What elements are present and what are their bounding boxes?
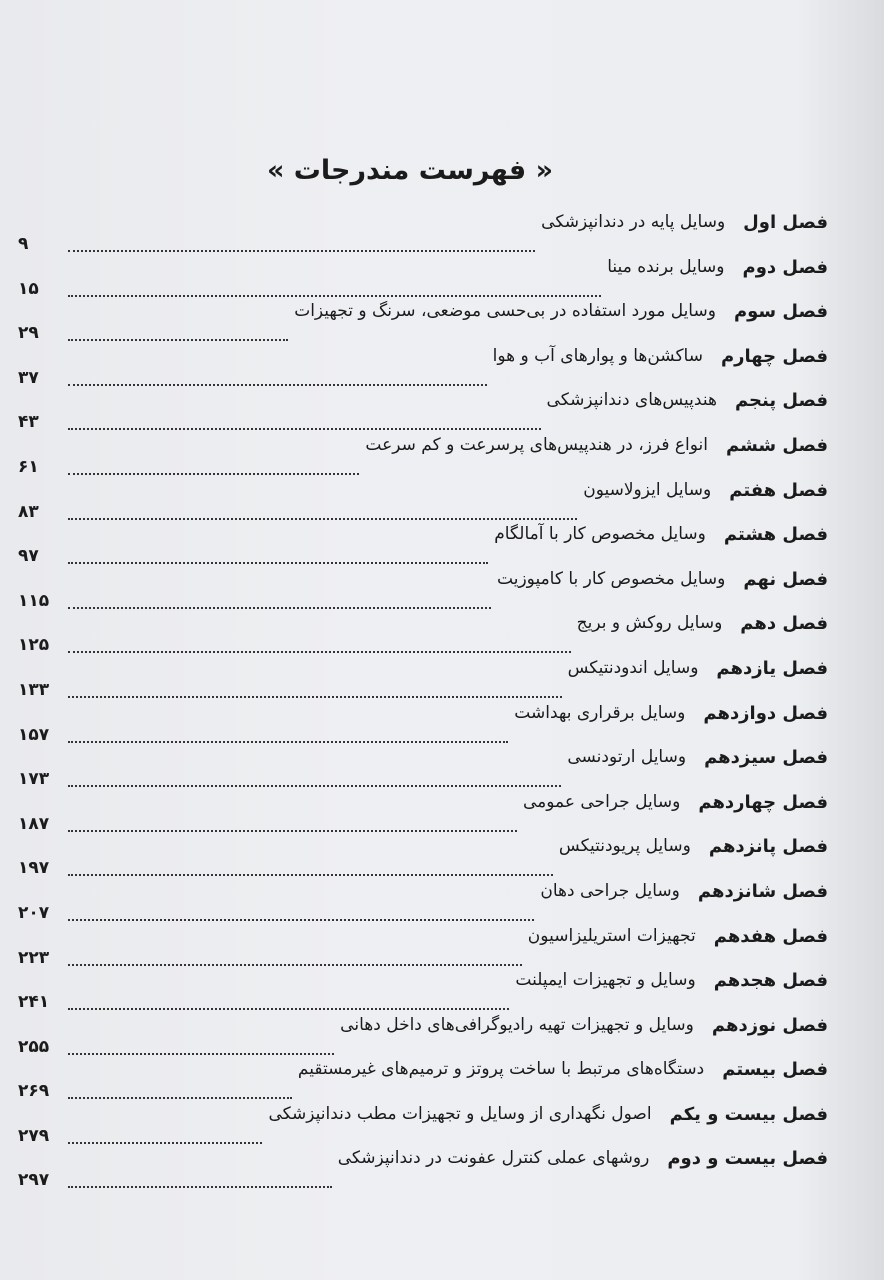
chapter-topic: وسایل جراحی دهان	[540, 880, 680, 901]
dot-leader	[68, 295, 601, 297]
dot-leader	[68, 518, 577, 520]
chapter-label: فصل دوم	[742, 256, 828, 278]
chapter-topic: وسایل ارتودنسی	[567, 747, 687, 768]
chapter-topic: وسایل پایه در دندانپزشکی	[541, 212, 726, 232]
chapter-topic: وسایل جراحی عمومی	[522, 791, 681, 812]
toc-row	[18, 212, 828, 257]
dot-leader	[68, 785, 561, 787]
toc-row	[18, 301, 828, 346]
chapter-label: فصل نوزدهم	[711, 1014, 828, 1036]
dot-leader	[68, 874, 553, 876]
chapter-label: فصل بیست و یکم	[669, 1103, 828, 1125]
toc-row	[18, 524, 828, 569]
chapter-topic: وسایل روکش و بریج	[576, 613, 723, 634]
chapter-label: فصل سوم	[733, 301, 828, 323]
toc-row	[18, 792, 828, 837]
chapter-topic: وسایل اندودنتیکس	[567, 657, 699, 678]
chapter-label: فصل هشتم	[723, 524, 828, 546]
page-number: ۹۷	[18, 546, 39, 567]
page-number: ۱۱۵	[18, 590, 50, 611]
dot-leader	[68, 250, 535, 252]
dot-leader	[68, 696, 562, 698]
dot-leader	[68, 428, 541, 430]
page-number: ۲۲۳	[18, 947, 50, 968]
page-number: ۲۷۹	[18, 1125, 50, 1146]
page-number: ۱۸۷	[18, 813, 50, 834]
chapter-label: فصل سیزدهم	[704, 747, 828, 769]
dot-leader	[68, 1008, 509, 1010]
chapter-label: فصل نهم	[743, 568, 828, 590]
dot-leader	[68, 473, 359, 475]
chapter-label: فصل دوازدهم	[703, 702, 828, 724]
page-number: ۲۹	[18, 323, 39, 344]
chapter-label: فصل هفتم	[729, 479, 828, 501]
toc-row	[18, 1148, 828, 1193]
chapter-topic: تجهیزات استریلیزاسیون	[527, 925, 696, 946]
chapter-label: فصل پنجم	[734, 390, 828, 412]
chapter-topic: وسایل برقراری بهداشت	[514, 702, 686, 723]
dot-leader	[68, 741, 508, 743]
toc-row	[18, 1059, 828, 1104]
chapter-topic: دستگاه‌های مرتبط با ساخت پروتز و ترمیم‌های غیرمستقیم	[297, 1059, 705, 1080]
page-number: ۹	[18, 234, 29, 254]
page-number: ۶۱	[18, 456, 39, 477]
dot-leader	[68, 830, 517, 832]
chapter-topic: وسایل برنده مینا	[607, 256, 725, 277]
dot-leader	[68, 562, 488, 564]
chapter-topic: اصول نگهداری از وسایل و تجهیزات مطب دندانپزشکی	[268, 1103, 652, 1124]
chapter-label: فصل چهارم	[720, 345, 828, 367]
chapter-label: فصل هجدهم	[713, 970, 828, 992]
dot-leader	[68, 1142, 262, 1144]
chapter-topic: وسایل و تجهیزات ایمپلنت	[515, 970, 696, 991]
chapter-topic: وسایل ایزولاسیون	[583, 479, 712, 500]
page-number: ۱۵	[18, 278, 39, 299]
page-number: ۴۳	[18, 412, 39, 433]
toc-row	[18, 881, 828, 926]
dot-leader	[68, 1186, 332, 1188]
chapter-topic: وسایل مورد استفاده در بی‌حسی موضعی، سرنگ و تجهیزات	[294, 301, 716, 322]
toc-row	[18, 836, 828, 881]
page-number: ۸۳	[18, 501, 39, 522]
toc-row	[18, 926, 828, 971]
chapter-label: فصل چهاردهم	[698, 791, 828, 813]
page-title: « فهرست مندرجات »	[266, 155, 554, 186]
toc-row	[18, 1015, 828, 1060]
chapter-label: فصل دهم	[740, 613, 828, 635]
dot-leader	[68, 384, 487, 386]
chapter-topic: هندپیس‌های دندانپزشکی	[546, 390, 717, 411]
toc-row	[18, 346, 828, 391]
chapter-label: فصل شانزدهم	[697, 880, 828, 902]
dot-leader	[68, 1053, 334, 1055]
toc-row	[18, 435, 828, 480]
dot-leader	[68, 651, 571, 653]
dot-leader	[68, 964, 522, 966]
toc-row	[18, 257, 828, 302]
page-number: ۲۰۷	[18, 902, 50, 923]
page-number: ۱۷۳	[18, 769, 50, 790]
chapter-topic: وسایل و تجهیزات تهیه رادیوگرافی‌های داخل دهانی	[340, 1014, 694, 1035]
chapter-topic: ساکشن‌ها و پوارهای آب و هوا	[492, 345, 703, 366]
toc-row	[18, 970, 828, 1015]
chapter-topic: وسایل مخصوص کار با کامپوزیت	[497, 568, 726, 589]
dot-leader	[68, 339, 288, 341]
page-number: ۲۶۹	[18, 1081, 50, 1102]
page-number: ۱۲۵	[18, 635, 50, 656]
chapter-label: فصل بیست و دوم	[667, 1148, 828, 1170]
table-of-contents	[18, 212, 828, 1193]
chapter-topic: انواع فرز، در هندپیس‌های پرسرعت و کم سرعت	[365, 434, 708, 455]
chapter-label: فصل پانزدهم	[708, 836, 828, 858]
dot-leader	[68, 607, 491, 609]
chapter-topic: وسایل مخصوص کار با آمالگام	[494, 524, 706, 545]
toc-row	[18, 747, 828, 792]
dot-leader	[68, 1097, 292, 1099]
toc-row	[18, 658, 828, 703]
toc-row	[18, 703, 828, 748]
chapter-label: فصل هفدهم	[713, 925, 828, 947]
chapter-topic: روشهای عملی کنترل عفونت در دندانپزشکی	[337, 1148, 650, 1169]
chapter-topic: وسایل پریودنتیکس	[558, 836, 691, 857]
toc-row	[18, 390, 828, 435]
page-number: ۳۷	[18, 367, 39, 388]
page-number: ۱۳۳	[18, 679, 50, 700]
page-number: ۱۹۷	[18, 858, 50, 879]
page-number: ۲۵۵	[18, 1036, 50, 1057]
chapter-label: فصل ششم	[726, 434, 828, 456]
page-number: ۲۹۷	[18, 1170, 50, 1191]
toc-row	[18, 480, 828, 525]
dot-leader	[68, 919, 534, 921]
page-number: ۱۵۷	[18, 724, 50, 745]
chapter-label: فصل یازدهم	[716, 657, 828, 679]
chapter-label: فصل اول	[743, 212, 828, 233]
toc-row	[18, 569, 828, 614]
toc-row	[18, 613, 828, 658]
chapter-label: فصل بیستم	[722, 1059, 828, 1081]
toc-row	[18, 1104, 828, 1149]
page-number: ۲۴۱	[18, 992, 50, 1013]
